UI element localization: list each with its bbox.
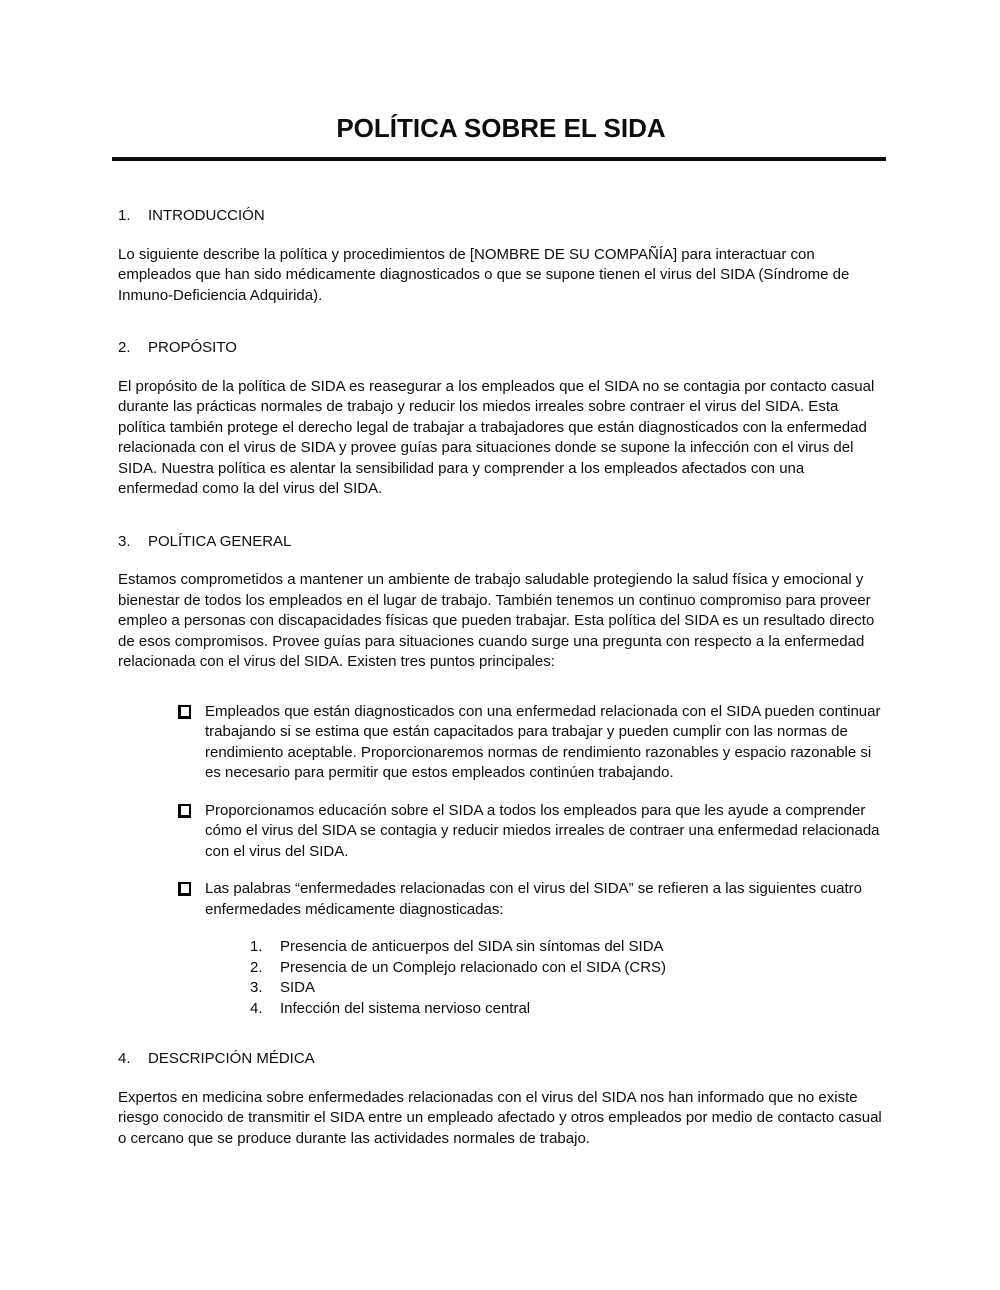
sublist-item: [250, 958, 884, 979]
bullet-text: Las palabras “enfermedades relacionadas con el virus del SIDA” se refieren a las siguientes cuatro enfermedades médicamente diagnosticadas:: [205, 880, 863, 918]
sublist-item-number: 2.: [250, 958, 263, 976]
paragraph: Lo siguiente describe la política y procedimientos de [NOMBRE DE SU COMPAÑÍA] para interactuar con empleados que han sido médicamente diagnosticados o que se supone tienen el virus del SIDA (Síndrome de Inmuno-Deficiencia Adquirida).: [118, 245, 850, 304]
sublist-item-number: 4.: [250, 999, 263, 1017]
document-title: POLÍTICA SOBRE EL SIDA: [336, 113, 666, 143]
bullet-item: [178, 879, 884, 920]
section-heading: [118, 338, 884, 359]
bullet-text: Empleados que están diagnosticados con una enfermedad relacionada con el SIDA pueden continuar trabajando si se estima que están capacitados para trabajar y pueden cumplir con las normas de rendimiento aceptable. Proporcionaremos normas de rendimiento razonables y espacio razonable si es necesario para permitir que estos empleados continúen trabajando.: [205, 702, 881, 781]
section-heading-text: DESCRIPCIÓN MÉDICA: [148, 1050, 315, 1067]
section-heading-text: PROPÓSITO: [148, 339, 237, 356]
bullet-text: Proporcionamos educación sobre el SIDA a todos los empleados para que les ayude a comprender cómo el virus del SIDA se contagia y reducir miedos irreales de contraer una enfermedad relacionada con el virus del SIDA.: [205, 801, 880, 860]
checkbox-bullet-icon: [178, 705, 191, 719]
paragraph: Expertos en medicina sobre enfermedades relacionadas con el virus del SIDA nos han informado que no existe riesgo conocido de transmitir el SIDA entre un empleado afectado y otros empleados por medio de contacto casual o cercano que se produce durante las actividades normales de trabajo.: [118, 1088, 882, 1147]
section-heading: [118, 532, 884, 553]
sublist-item-text: Presencia de un Complejo relacionado con el SIDA (CRS): [280, 958, 667, 976]
numbered-sublist: [250, 937, 884, 1019]
section-number: 1.: [118, 207, 131, 224]
section-descripcion-medica: [118, 1049, 884, 1149]
bullet-item: [178, 702, 884, 784]
sublist-item-text: Presencia de anticuerpos del SIDA sin síntomas del SIDA: [280, 938, 664, 955]
section-heading: [118, 206, 884, 227]
sublist-item: [250, 999, 884, 1020]
sublist-item-number: 3.: [250, 979, 263, 996]
section-proposito: [118, 338, 884, 500]
section-heading-text: POLÍTICA GENERAL: [148, 532, 292, 550]
section-politica-general: [118, 532, 884, 1020]
section-introduccion: [118, 206, 884, 306]
section-heading: [118, 1049, 884, 1070]
sublist-item-text: SIDA: [280, 979, 316, 996]
title-rule: [112, 157, 886, 161]
bullet-list: [178, 702, 884, 921]
checkbox-bullet-icon: [178, 882, 191, 896]
checkbox-bullet-icon: [178, 804, 191, 818]
section-number: 3.: [118, 532, 131, 550]
bullet-item: [178, 801, 884, 863]
sublist-item: [250, 978, 884, 999]
section-number: 4.: [118, 1050, 131, 1067]
sublist-item-number: 1.: [250, 938, 263, 955]
sublist-item-text: Infección del sistema nervioso central: [280, 999, 531, 1017]
paragraph: Estamos comprometidos a mantener un ambiente de trabajo saludable protegiendo la salud física y emocional y bienestar de todos los empleados en el lugar de trabajo. También tenemos un continuo compromiso para proveer empleo a personas con discapacidades físicas que pueden trabajar. Esta política del SIDA es un resultado directo de esos compromisos. Provee guías para situaciones cuando surge una pregunta con respecto a la enfermedad relacionada con el virus del SIDA. Existen tres puntos principales:: [118, 571, 875, 670]
section-heading-text: INTRODUCCIÓN: [148, 207, 265, 224]
paragraph: El propósito de la política de SIDA es reasegurar a los empleados que el SIDA no se contagia por contacto casual durante las prácticas normales de trabajo y reducir los miedos irreales sobre contraer el virus del SIDA. Esta política también protege el derecho legal de trabajar a trabajadores que están diagnosticados con la enfermedad relacionada con el virus de SIDA y provee guías para situaciones donde se supone la infección con el virus del SIDA. Nuestra política es alentar la sensibilidad para y comprender a los empleados afectados con una enfermedad como la del virus del SIDA.: [118, 377, 875, 497]
section-number: 2.: [118, 339, 131, 356]
sublist-item: [250, 937, 884, 958]
